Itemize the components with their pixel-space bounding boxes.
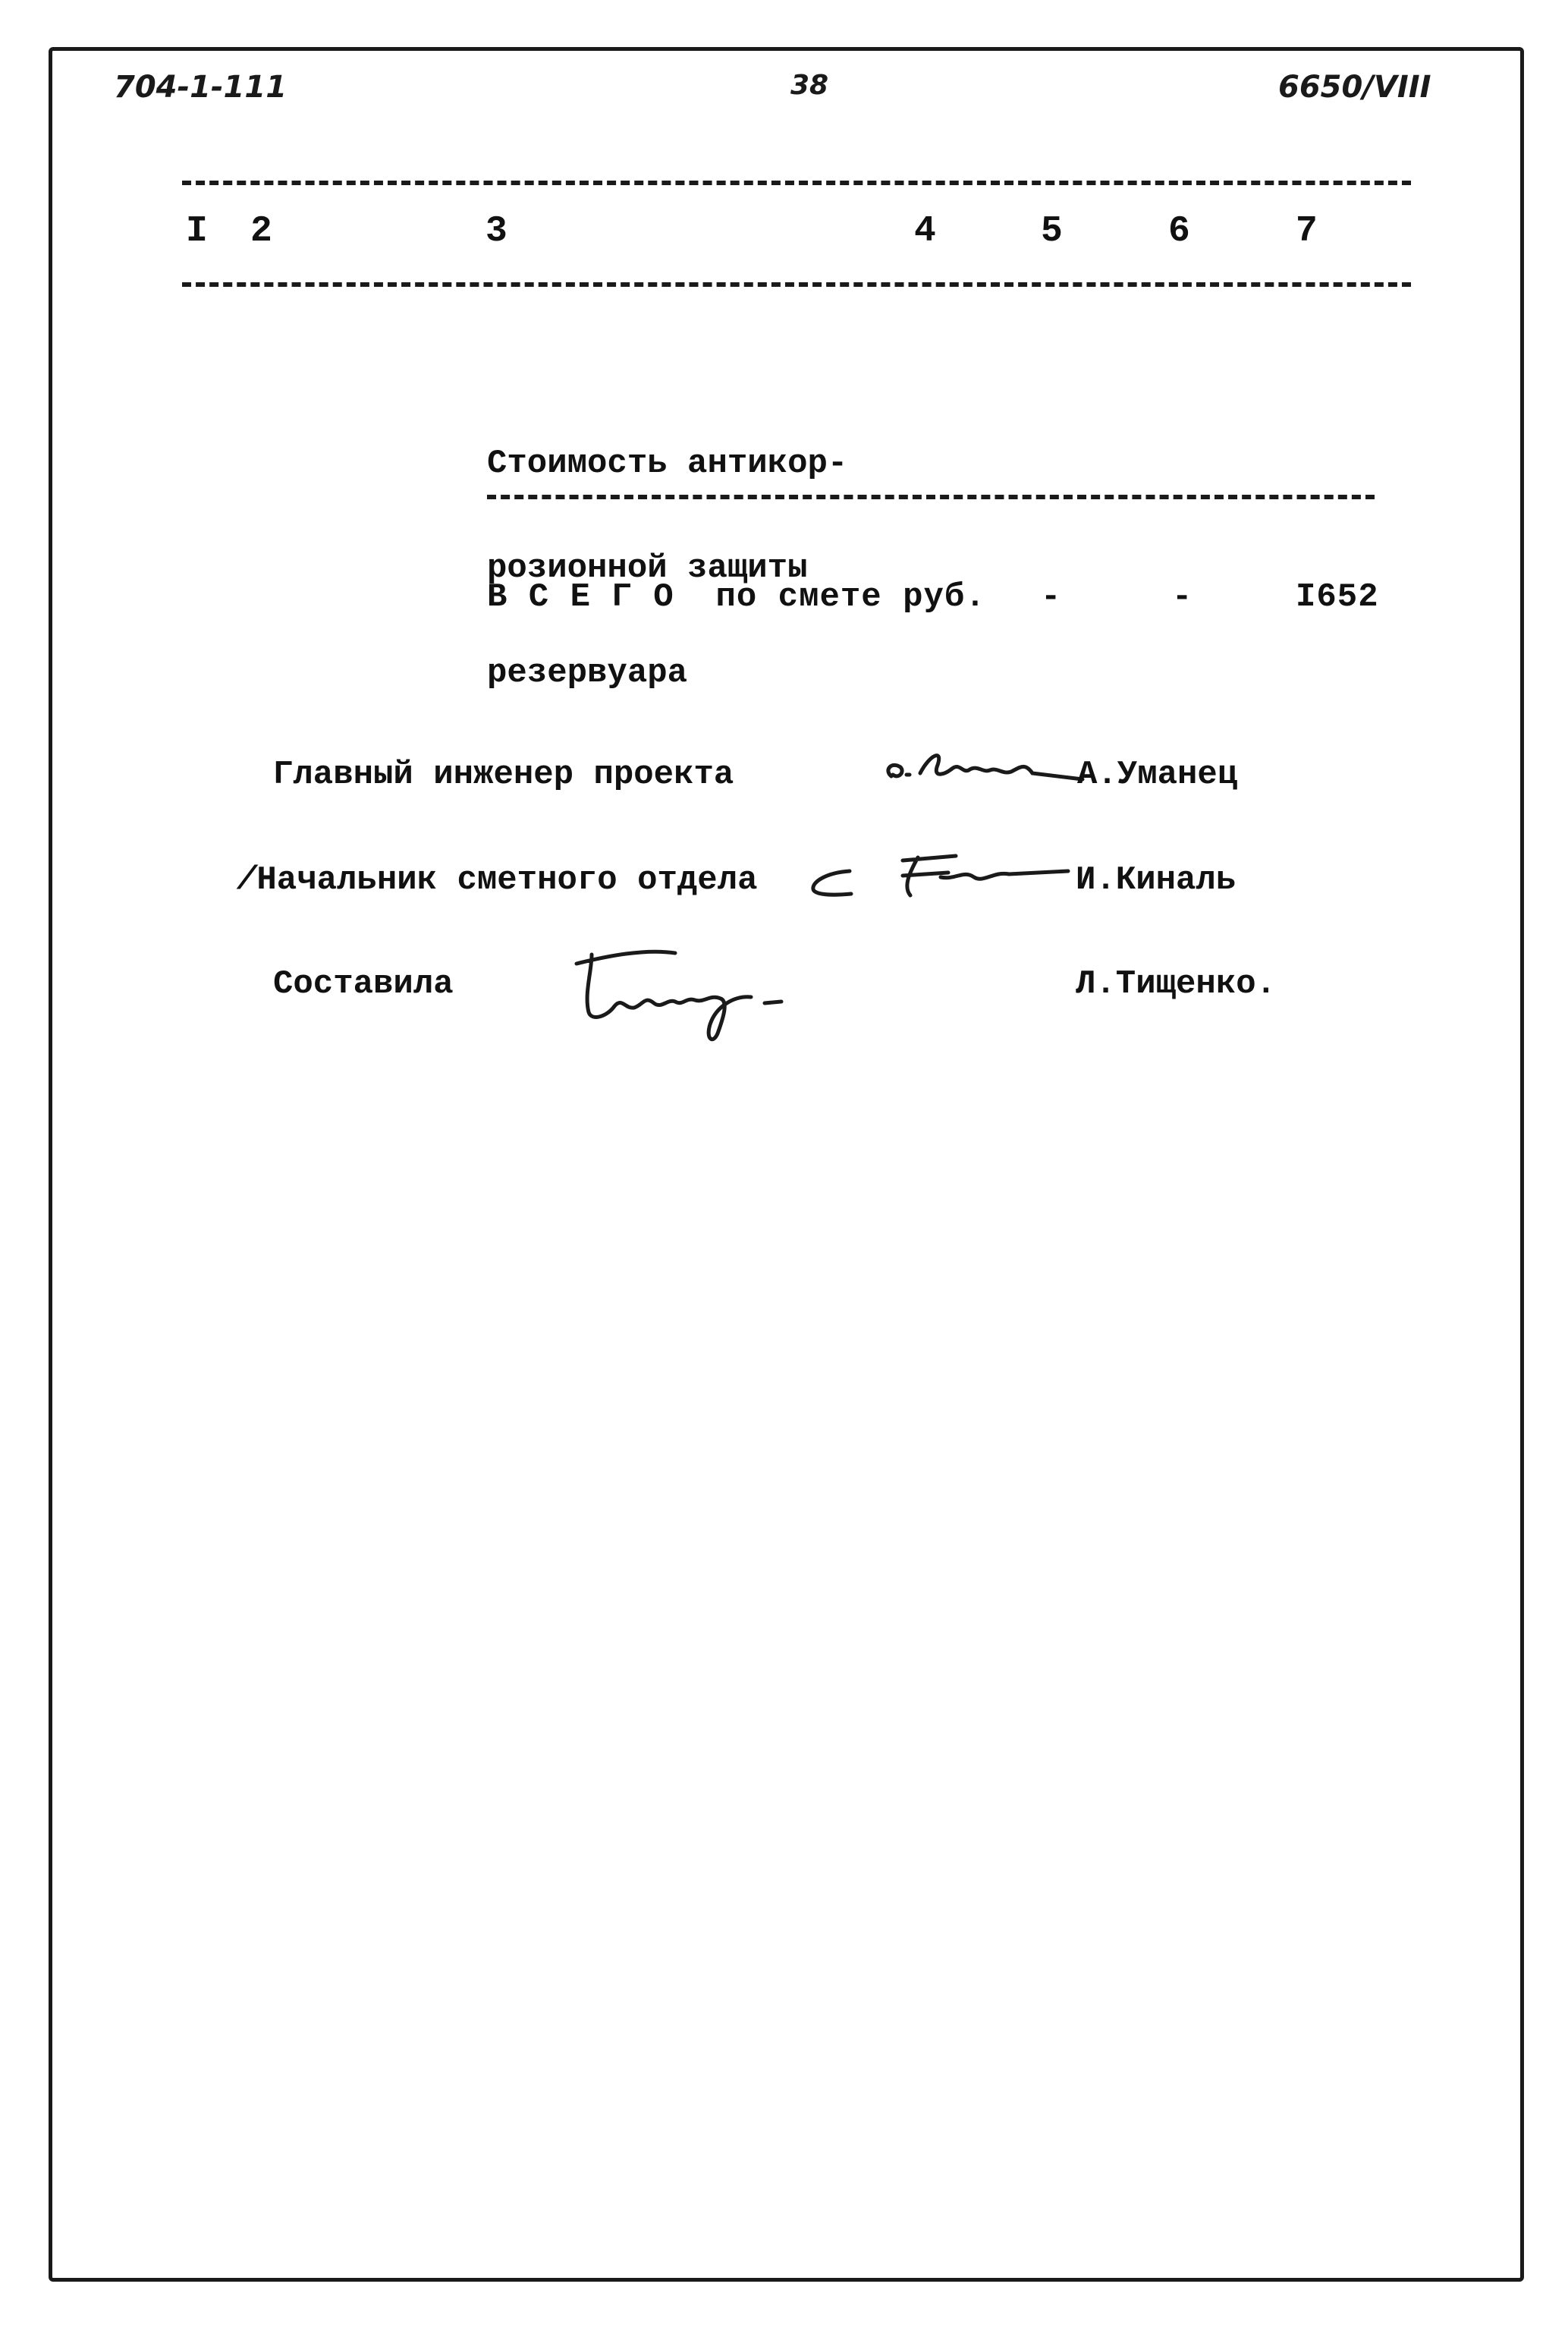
total-label: В С Е Г О по смете руб. <box>487 578 986 616</box>
column-number-1: I <box>186 211 208 252</box>
signature-role-chief-engineer: Главный инженер проекта <box>273 756 734 794</box>
column-number-5: 5 <box>1041 211 1063 252</box>
description-line-1: Стоимость антикор- <box>487 445 848 483</box>
document-code: 704-1-111 <box>114 70 288 105</box>
signature-role-compiler: Составила <box>273 965 454 1003</box>
column-number-6: 6 <box>1168 211 1190 252</box>
signature-name-head-estimates: И.Киналь <box>1076 861 1236 899</box>
signature-name-chief-engineer: А.Уманец <box>1077 756 1238 794</box>
archive-number: 6650/VIII <box>1278 70 1431 105</box>
table-top-rule <box>182 181 1411 185</box>
signature-umanets <box>884 740 1089 793</box>
total-value: I652 <box>1296 578 1379 616</box>
column-number-2: 2 <box>250 211 272 252</box>
description-line-2: розионной защиты <box>487 549 808 587</box>
column-number-7: 7 <box>1296 211 1318 252</box>
signature-tishchenko <box>561 933 850 1047</box>
table-header-rule <box>182 282 1411 287</box>
column-number-4: 4 <box>914 211 936 252</box>
signature-role-head-estimates <box>237 861 758 899</box>
signature-kinal <box>804 841 1077 909</box>
total-col4: - <box>1041 578 1062 616</box>
description-rule <box>487 495 1375 499</box>
column-number-3: 3 <box>485 211 507 252</box>
item-description <box>487 376 847 725</box>
total-col5: - <box>1172 578 1193 616</box>
page-number: 38 <box>790 70 829 101</box>
signature-name-compiler: Л.Тищенко. <box>1076 965 1277 1003</box>
slash-mark: / <box>237 861 257 899</box>
signature-role-head-estimates-text: Начальник сметного отдела <box>256 861 758 899</box>
description-line-3: резервуара <box>487 654 688 692</box>
